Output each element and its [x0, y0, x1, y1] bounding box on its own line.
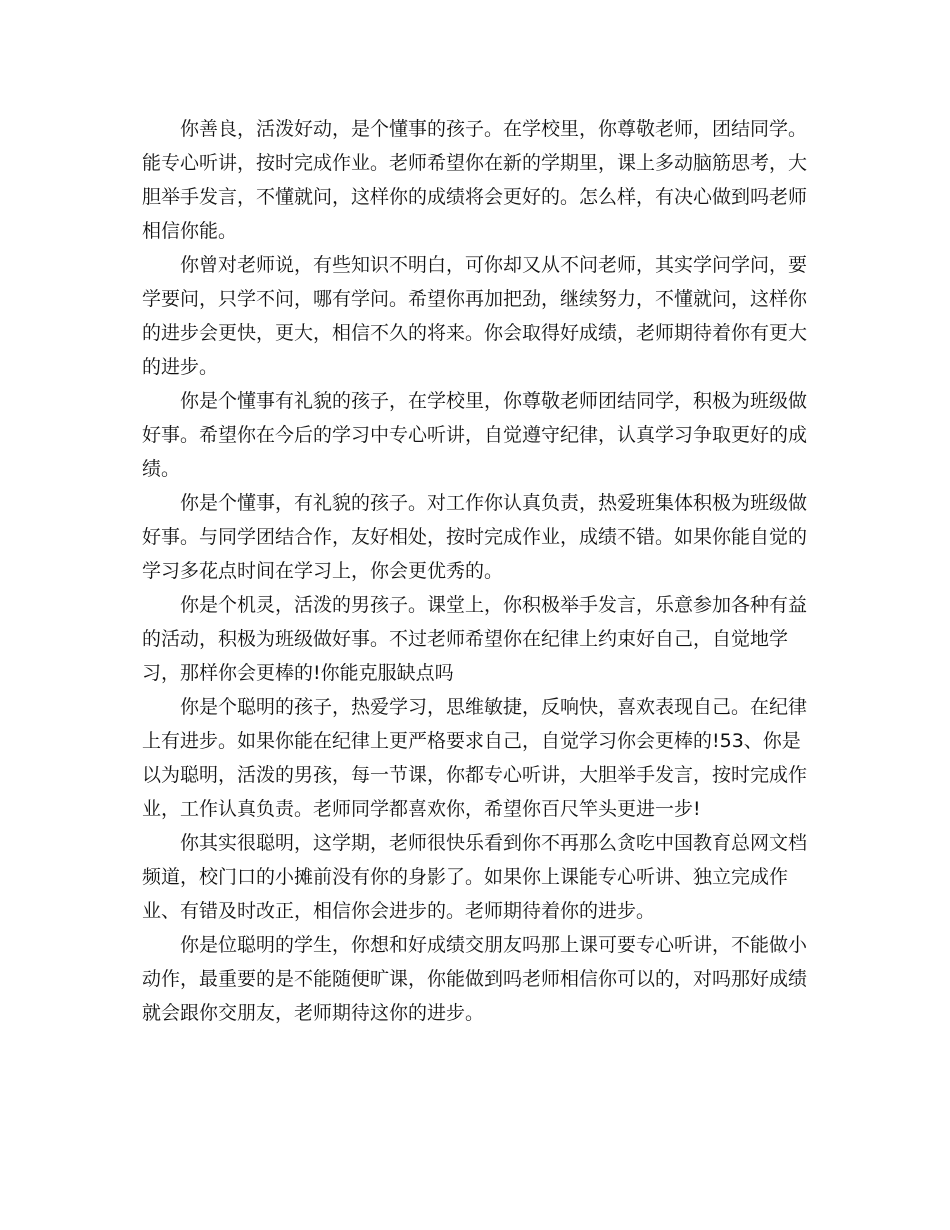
paragraph-5: 你是个机灵，活泼的男孩子。课堂上，你积极举手发言，乐意参加各种有益的活动，积极为班级做好事。不过老师希望你在纪律上约束好自己，自觉地学习，那样你会更棒的!你能克服缺点吗 — [142, 594, 808, 684]
paragraph-8: 你是位聪明的学生，你想和好成绩交朋友吗那上课可要专心听讲，不能做小动作，最重要的是不能随便旷课，你能做到吗老师相信你可以的，对吗那好成绩就会跟你交朋友，老师期待这你的进步。 — [142, 934, 808, 1024]
document-body — [142, 112, 810, 1030]
paragraph-1: 你善良，活泼好动，是个懂事的孩子。在学校里，你尊敬老师，团结同学。能专心听讲，按时完成作业。老师希望你在新的学期里，课上多动脑筋思考，大胆举手发言，不懂就问，这样你的成绩将会更好的。怎么样，有决心做到吗老师相信你能。 — [142, 118, 808, 242]
paragraph-3: 你是个懂事有礼貌的孩子，在学校里，你尊敬老师团结同学，积极为班级做好事。希望你在今后的学习中专心听讲，自觉遵守纪律，认真学习争取更好的成绩。 — [142, 390, 808, 480]
paragraph-2: 你曾对老师说，有些知识不明白，可你却又从不问老师，其实学问学问，要学要问，只学不问，哪有学问。希望你再加把劲，继续努力，不懂就问，这样你的进步会更快，更大，相信不久的将来。你会取得好成绩，老师期待着你有更大的进步。 — [142, 254, 808, 378]
paragraph-7: 你其实很聪明，这学期，老师很快乐看到你不再那么贪吃中国教育总网文档频道，校门口的小摊前没有你的身影了。如果你上课能专心听讲、独立完成作业、有错及时改正，相信你会进步的。老师期待着你的进步。 — [142, 832, 808, 922]
paragraph-6: 你是个聪明的孩子，热爱学习，思维敏捷，反响快，喜欢表现自己。在纪律上有进步。如果你能在纪律上更严格要求自己，自觉学习你会更棒的!53、你是以为聪明，活泼的男孩，每一节课，你都专心听讲，大胆举手发言，按时完成作业，工作认真负责。老师同学都喜欢你，希望你百尺竿头更进一步! — [142, 696, 808, 820]
paragraph-4: 你是个懂事，有礼貌的孩子。对工作你认真负责，热爱班集体积极为班级做好事。与同学团结合作，友好相处，按时完成作业，成绩不错。如果你能自觉的学习多花点时间在学习上，你会更优秀的。 — [142, 492, 808, 582]
